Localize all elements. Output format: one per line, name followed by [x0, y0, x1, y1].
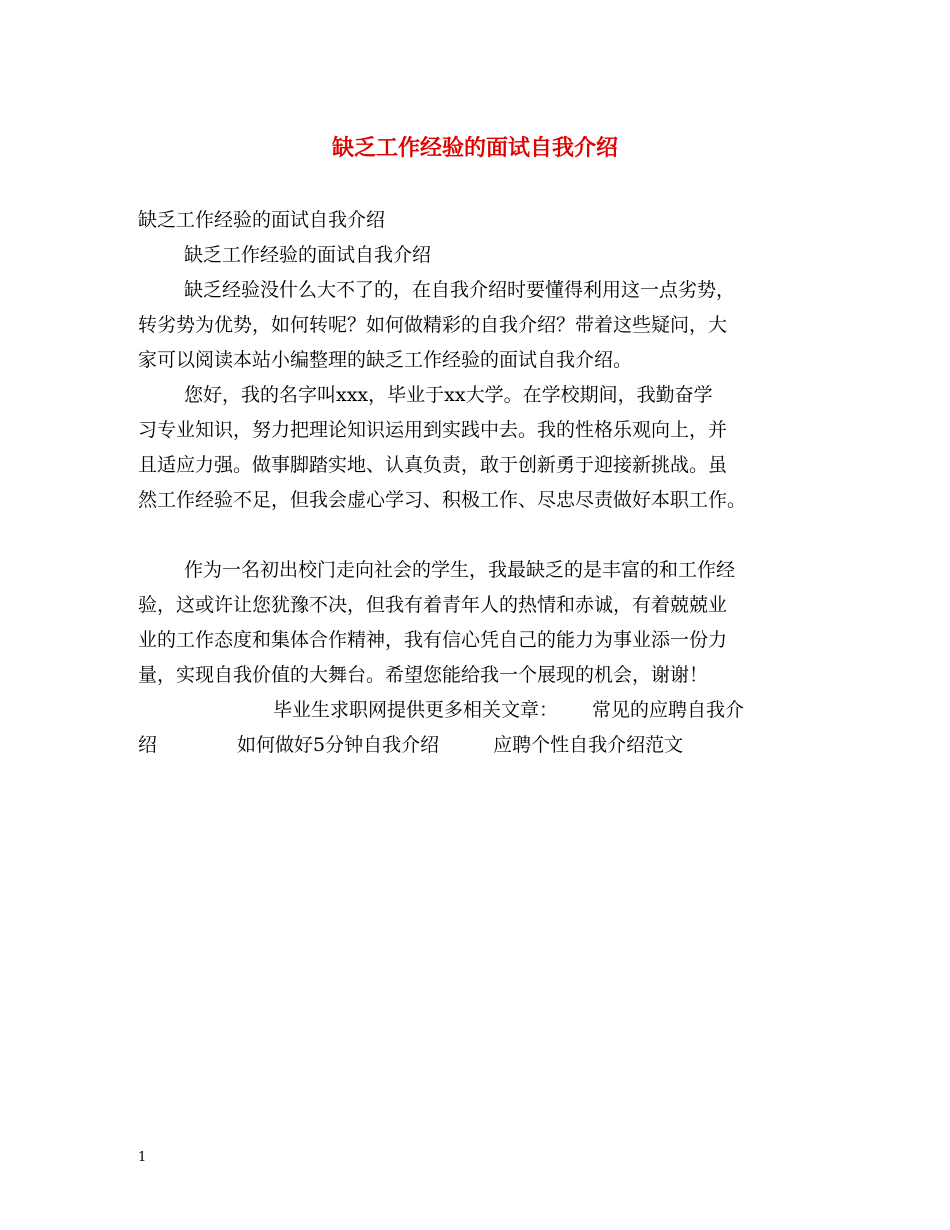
intro-line: 转劣势为优势，如何转呢？如何做精彩的自我介绍？带着这些疑问，大 [138, 314, 728, 336]
related-link-five-minute-intro[interactable]: 如何做好5分钟自我介绍 [237, 734, 440, 756]
self-intro-paragraph [138, 378, 822, 518]
intro-line: 家可以阅读本站小编整理的缺乏工作经验的面试自我介绍。 [138, 349, 633, 371]
document-body [138, 203, 822, 763]
paragraph-line: 且适应力强。做事脚踏实地、认真负责，敢于创新勇于迎接新挑战。虽 [138, 454, 728, 476]
paragraph-line: 业的工作态度和集体合作精神，我有信心凭自己的能力为事业添一份力 [138, 629, 728, 651]
related-articles [138, 693, 822, 763]
paragraph-line: 验，这或许让您犹豫不决，但我有着青年人的热情和赤诚，有着兢兢业 [138, 594, 728, 616]
document-title: 缺乏工作经验的面试自我介绍 [331, 135, 618, 161]
page-number: 1 [138, 1150, 147, 1165]
related-line [138, 728, 822, 763]
closing-paragraph [138, 553, 822, 693]
related-label: 毕业生求职网提供更多相关文章： [273, 699, 559, 721]
intro-line: 缺乏经验没什么大不了的，在自我介绍时要懂得利用这一点劣势， [184, 279, 736, 301]
subheading-line: 缺乏工作经验的面试自我介绍 [184, 244, 432, 266]
paragraph-line: 量，实现自我价值的大舞台。希望您能给我一个展现的机会，谢谢！ [138, 664, 709, 686]
paragraph-line: 习专业知识，努力把理论知识运用到实践中去。我的性格乐观向上，并 [138, 419, 728, 441]
heading-line: 缺乏工作经验的面试自我介绍 [138, 209, 386, 231]
paragraph-line: 然工作经验不足，但我会虚心学习、积极工作、尽忠尽责做好本职工作。 [138, 489, 747, 511]
paragraph-spacer [138, 518, 822, 553]
paragraph-line: 作为一名初出校门走向社会的学生，我最缺乏的是丰富的和工作经 [184, 559, 736, 581]
related-line [138, 693, 822, 728]
related-link-personal-intro-sample[interactable]: 应聘个性自我介绍范文 [493, 734, 684, 756]
related-link-common-intro-continued[interactable]: 绍 [138, 734, 158, 756]
paragraph-line: 您好，我的名字叫xxx，毕业于xx大学。在学校期间，我勤奋学 [184, 384, 713, 406]
intro-paragraph [138, 273, 822, 378]
related-link-common-intro[interactable]: 常见的应聘自我介 [592, 699, 745, 721]
